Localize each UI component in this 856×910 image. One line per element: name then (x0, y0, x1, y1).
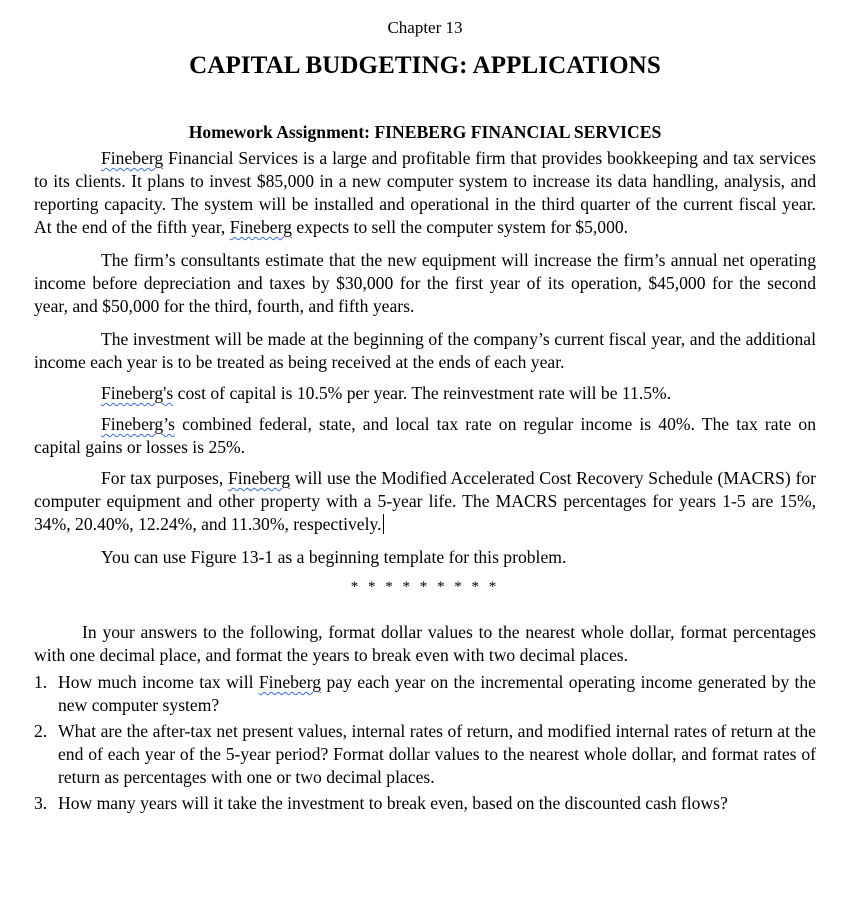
instructions-paragraph: In your answers to the following, format dollar values to the nearest whole dollar, format percentages with one decimal place, and format the years to break even with two decimal places. (34, 622, 816, 665)
chapter-label: Chapter 13 (387, 18, 463, 37)
question-number: 2. (34, 721, 48, 741)
spellcheck-word[interactable]: Fineberg (229, 217, 292, 237)
spellcheck-word[interactable]: Fineberg (101, 148, 164, 168)
spellcheck-word[interactable]: Fineberg (258, 672, 322, 692)
spellcheck-word[interactable]: Fineberg's (101, 383, 174, 403)
paragraph-intro: Fineberg Financial Services is a large and profitable firm that provides bookkeeping and tax services to its clients. It plans to invest $85,000 in a new computer system to increase its data handling, analysis, and reporting capacity. The system will be installed and operational in the third quarter of the current fiscal year. At the end of the fifth year, Fineberg expects to sell the computer system for $5,000. (34, 148, 816, 237)
question-item: 1. How much income tax will Fineberg pay each year on the incremental operating income generated by the new computer system? (34, 672, 816, 715)
question-item (34, 792, 816, 815)
question-number: 1. (34, 672, 48, 692)
paragraph-cost-of-capital: Fineberg's cost of capital is 10.5% per year. The reinvestment rate will be 11.5%. (101, 383, 672, 403)
homework-title: Homework Assignment: FINEBERG FINANCIAL SERVICES (188, 122, 662, 142)
paragraph-income-estimates: The firm’s consultants estimate that the new equipment will increase the firm’s annual net operating income before depreciation and taxes by $30,000 for the first year of its operation, $45,000 for the second year, and $50,000 for the third, fourth, and fifth years. (34, 250, 816, 316)
question-number: 3. (34, 793, 48, 813)
spellcheck-word[interactable]: Fineberg’s (101, 414, 175, 434)
question-item (34, 720, 816, 789)
paragraph-template-note: You can use Figure 13-1 as a beginning template for this problem. (101, 547, 567, 567)
paragraph-investment-timing: The investment will be made at the beginning of the company’s current fiscal year, and the additional income each year is to be treated as being received at the ends of each year. (34, 329, 816, 372)
paragraph-tax-rate: Fineberg’s combined federal, state, and local tax rate on regular income is 40%. The tax rate on capital gains or losses is 25%. (34, 414, 816, 457)
section-separator: * * * * * * * * * (350, 579, 500, 595)
chapter-title: CAPITAL BUDGETING: APPLICATIONS (189, 52, 661, 79)
question-list (34, 671, 816, 815)
question-text: What are the after-tax net present values, internal rates of return, and modified internal rates of return at the end of each year of the 5-year period? Format dollar values to the nearest whole dollar, and format rates of return as percentages with one or two decimal places. (58, 721, 816, 787)
text-cursor (383, 514, 385, 534)
paragraph-macrs: For tax purposes, Fineberg will use the Modified Accelerated Cost Recovery Schedule (MACRS) for computer equipment and other property with a 5-year life. The MACRS percentages for years 1-5 are 15%, 34%, 20.40%, 12.24%, and 11.30%, respectively. (34, 468, 817, 534)
spellcheck-word[interactable]: Fineberg (227, 468, 291, 488)
question-text: How many years will it take the investment to break even, based on the discounted cash flows? (58, 793, 728, 813)
document-page (34, 0, 816, 818)
